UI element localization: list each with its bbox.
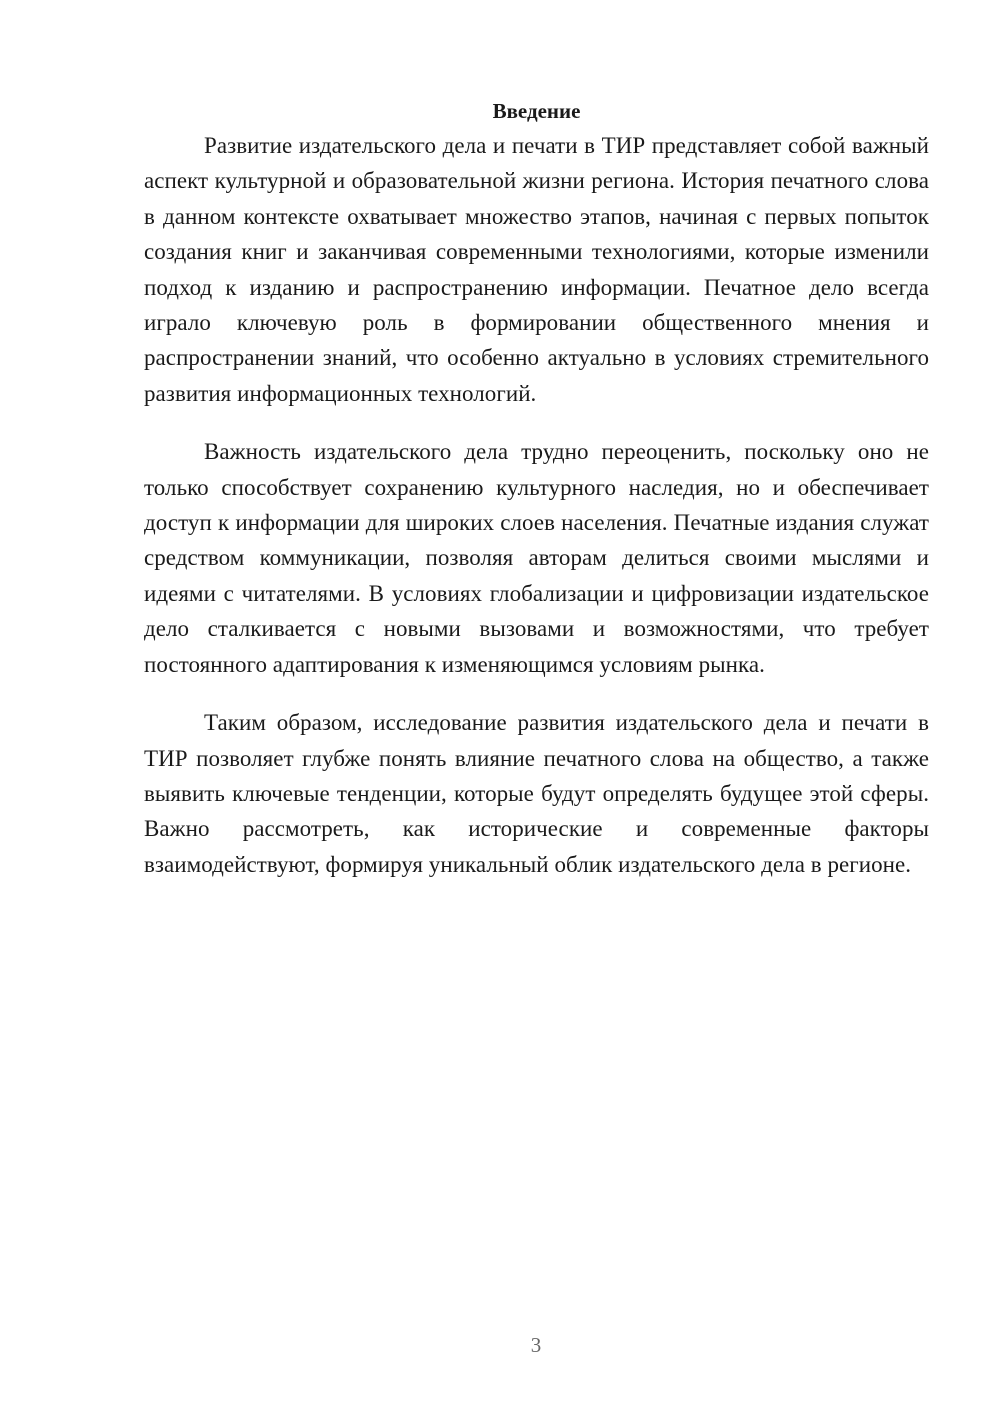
section-heading: Введение [492, 99, 581, 123]
paragraph-3: Таким образом, исследование развития издательского дела и печати в ТИР позволяет глубже понять влияние печатного слова на общество, а также выявить ключевые тенденции, которые будут определять будущее этой сферы. Важно рассмотреть, как исторические и современные факторы взаимодействуют, формируя уникальный облик издательского дела в регионе. [144, 710, 929, 877]
paragraph-1: Развитие издательского дела и печати в ТИР представляет собой важный аспект культурной и образовательной жизни региона. История печатного слова в данном контексте охватывает множество этапов, начиная с первых попыток создания книг и заканчивая современными технологиями, которые изменили подход к изданию и распространению информации. Печатное дело всегда играло ключевую роль в формировании общественного мнения и распространении знаний, что особенно актуально в условиях стремительного развития информационных технологий. [144, 133, 929, 406]
page-number: 3 [530, 1333, 542, 1357]
page-content [144, 96, 929, 905]
paragraph-2: Важность издательского дела трудно переоценить, поскольку оно не только способствует сохранению культурного наследия, но и обеспечивает доступ к информации для широких слоев населения. Печатные издания служат средством коммуникации, позволяя авторам делиться своими мыслями и идеями с читателями. В условиях глобализации и цифровизации издательское дело сталкивается с новыми вызовами и возможностями, что требует постоянного адаптирования к изменяющимся условиям рынка. [144, 439, 929, 677]
